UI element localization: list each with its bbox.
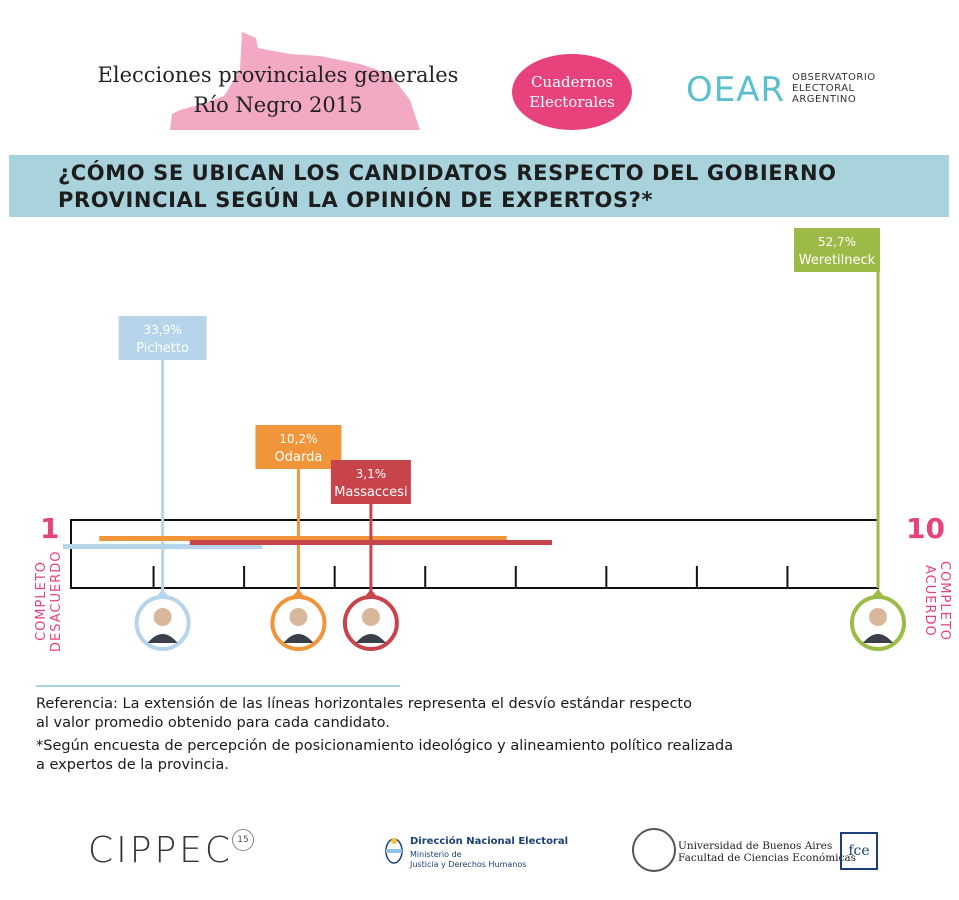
cippec-logo: CIPPEC — [88, 830, 234, 871]
scale-max-value: 10 — [906, 512, 945, 545]
badge-line-2: Electorales — [529, 93, 615, 111]
uba-text — [678, 840, 856, 864]
fce-logo: fce — [840, 832, 878, 870]
question-title — [58, 160, 928, 214]
notes-divider — [36, 685, 400, 687]
reference-line-1: Referencia: La extensión de las líneas horizontales representa el desvío estándar respecto — [36, 696, 692, 712]
question-line-1: ¿CÓMO SE UBICAN LOS CANDIDATOS RESPECTO DEL GOBIERNO — [58, 161, 837, 185]
label-name-weretilneck: Weretilneck — [798, 253, 876, 268]
candidate-position-chart — [0, 220, 959, 670]
question-line-2: PROVINCIAL SEGÚN LA OPINIÓN DE EXPERTOS?* — [58, 188, 654, 212]
cuadernos-badge — [512, 54, 632, 130]
page-title — [88, 60, 468, 120]
label-pct-weretilneck: 52,7% — [817, 235, 857, 249]
dne-sub-line-2: Justicia y Derechos Humanos — [410, 860, 527, 869]
footnote-line-1: *Según encuesta de percepción de posicionamiento ideológico y alineamiento político realizada — [36, 738, 734, 754]
scale-min-label-2: DESACUERDO — [49, 550, 64, 652]
oear-line-2: ELECTORAL — [792, 83, 855, 94]
uba-seal-icon — [632, 828, 676, 872]
footnote — [36, 737, 816, 775]
label-name-odarda: Odarda — [274, 450, 323, 465]
avatar-face-pichetto — [154, 608, 172, 626]
oear-logo: OEAR — [686, 70, 786, 110]
label-pct-pichetto: 33,9% — [143, 323, 182, 337]
avatar-face-weretilneck — [869, 608, 887, 626]
chart-layer — [63, 228, 904, 649]
label-pct-massaccesi: 3,1% — [355, 467, 387, 481]
argentina-shield-icon — [384, 836, 404, 866]
cippec-years-badge: 15 — [232, 829, 254, 851]
dne-sub-line-1: Ministerio de — [410, 850, 462, 859]
reference-note — [36, 695, 796, 733]
title-line-1: Elecciones provinciales generales — [97, 63, 459, 87]
label-pct-odarda: 10,2% — [279, 432, 318, 446]
scale-min-label-1: COMPLETO — [34, 561, 49, 641]
oear-line-3: ARGENTINO — [792, 94, 857, 105]
scale-max-label-2: ACUERDO — [922, 565, 937, 637]
title-line-2: Río Negro 2015 — [193, 93, 363, 117]
scale-max-label-1: COMPLETO — [937, 561, 952, 641]
uba-line-1: Universidad de Buenos Aires — [678, 840, 833, 852]
avatar-face-massaccesi — [362, 608, 380, 626]
avatar-face-odarda — [289, 608, 307, 626]
scale-min-value: 1 — [40, 512, 60, 545]
footnote-line-2: a expertos de la provincia. — [36, 757, 229, 773]
uba-line-2: Facultad de Ciencias Económicas — [678, 852, 857, 864]
badge-line-1: Cuadernos — [530, 73, 614, 91]
oear-logo-text — [792, 72, 876, 105]
scale-min-label — [34, 548, 64, 654]
label-name-pichetto: Pichetto — [136, 341, 189, 356]
dne-subtitle — [410, 850, 526, 870]
scale-max-label — [922, 548, 952, 654]
label-name-massaccesi: Massaccesi — [334, 485, 408, 500]
reference-line-2: al valor promedio obtenido para cada candidato. — [36, 715, 390, 731]
axis-box — [71, 520, 878, 588]
dne-title: Dirección Nacional Electoral — [410, 836, 569, 847]
oear-line-1: OBSERVATORIO — [792, 72, 876, 83]
